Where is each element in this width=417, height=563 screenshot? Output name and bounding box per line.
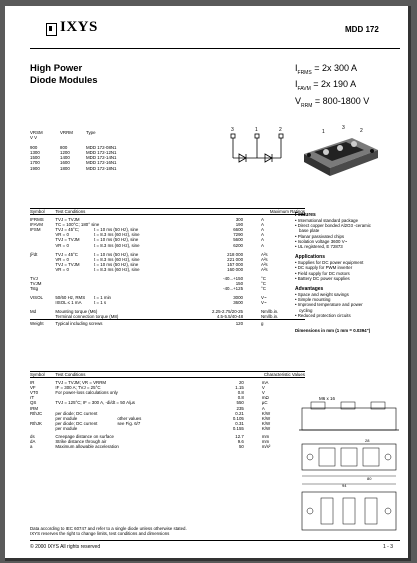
ixys-logo-icon [46,23,57,36]
list-item: • International standard package [295,218,359,223]
svg-text:28: 28 [365,438,370,443]
table-row: VT0 For power-loss calculations only 0.8 V [30,390,265,396]
table-row: 1300 1200 MDD 172-12N1 [30,150,117,156]
key-specs [295,63,369,112]
dimension-drawing-diagram [297,392,403,537]
table-row: rT 0.8 mΩ [30,395,269,401]
table-row: Tstg -40...+125 °C [30,286,266,292]
table-row: dA Strike distance through air 9.6 mm [30,439,270,445]
datasheet-page [5,6,411,561]
table-row: ∫i²dt TVJ = 45°C t = 10 ms (50 Hz), sine 218 000 A²s [30,251,268,257]
table-row: Symbol Test Conditions Characteristic Values [30,372,305,377]
list-item: • Reduced protection circuits [295,312,351,318]
page-title: High Power Diode Modules [30,63,98,86]
list-item: • Isolation voltage 3600 V~ [295,238,348,244]
section-heading: Dimensions in mm (1 mm = 0.0394") [295,328,371,334]
table-row: TVJ = TVJM t = 10 ms (50 Hz), sine 5600 A [55,237,264,243]
brand-logo-text: IXYS [60,19,98,35]
table-row: RthJC per diode; DC current 0.21 K/W [30,410,271,416]
list-item: • Planar passivated chips [295,233,345,239]
max-ratings-table [30,209,305,326]
circuit-symbol-diagram [223,124,293,174]
header-divider [30,48,400,49]
list-item: base plate [299,228,320,234]
section-heading: Features [295,212,316,218]
table-row: IFRMS TVJ = TVJM 300 A [30,217,264,223]
table-row: IR TVJ = TVJM; VR = VRRM 20 mA [30,380,269,386]
svg-text:80: 80 [367,476,372,481]
list-item: • DC supply for PWM inverter [295,265,353,271]
pin-label: 1 [255,127,258,133]
svg-text:2: 2 [360,128,363,134]
list-item: • Direct copper bonded Al2O3 -ceramic [295,223,371,229]
module-photo-image [300,124,380,179]
table-row: 1900 1800 MDD 172-18N1 [30,165,117,171]
table-row: QS TVJ = 125°C; IF = 300 A, -di/dt = 50 A/µs 550 µC [30,400,268,406]
page-number: 1 - 3 [383,544,394,550]
table-row: Md Mounting torque (M6) 2.25-2.75/20-25 Nm/lb.in. [30,308,279,314]
table-row: VR = 0 t = 8.3 ms (60 Hz), sine 221 000 A²s [55,256,268,262]
spec-vrrm: $V_{RRM} = 800-1800$ V [295,95,370,109]
table-row: VR = 0 t = 8.3 ms (60 Hz), sine 7290 A [55,232,264,238]
pin-label: 2 [279,127,282,133]
table-row: TVJ = TVJM t = 10 ms (50 Hz), sine 157 000 A²s [55,261,268,267]
table-row: TVJ -40...+150 °C [30,276,266,282]
features-section [295,212,403,333]
svg-text:1: 1 [322,129,325,135]
spec-ifavm: $I_{FAVM} = 2x$ 190 A [295,79,357,93]
table-row: RthJK per diode; DC current see Fig. 6/7 0.31 K/W [30,420,271,426]
table-row: 900 800 MDD 172-08N1 [30,145,117,151]
list-item: • Field supply for DC motors [295,270,350,276]
table-row: V V [30,135,38,141]
list-item: cycling [299,307,313,313]
part-number: MDD 172 [345,25,379,34]
table-row: VRSM VRRM Type [30,130,96,135]
table-row: per module 0.155 K/W [55,425,271,431]
table-row: 1500 1400 MDD 172-14N1 [30,155,117,161]
table-row: TVJM 150 °C [30,281,266,287]
table-row: VISOL 50/60 Hz, RMS t = 1 min 3000 V~ [30,295,267,301]
table-row: VF IF = 300 A; TVJ = 25°C 1.15 V [30,385,265,391]
table-row: Weight Typical including screws 120 g [30,320,264,326]
table-row: IRM 235 A [30,405,265,411]
characteristics-table [30,372,305,449]
table-row: 1700 1600 MDD 172-16N1 [30,160,117,166]
copyright: © 2000 IXYS All rights reserved [30,544,101,550]
section-heading: Advantages [295,286,324,293]
pin-label: 3 [231,127,234,133]
footnote: Data according to IEC 60747 and refer to a single diode unless otherwise stated. IXYS reserves the right to change limits, test conditions and dimensions [30,526,187,536]
table-row: Symbol Test Conditions Maximum Ratings [30,209,305,214]
svg-text:M6 x 16: M6 x 16 [319,396,336,401]
list-item: • Space and weight savings [295,292,349,298]
table-row: Terminal connection torque (M8) 4.5-5.5/40-48 Nm/lb.in. [55,313,279,319]
table-row: IISOL ≤ 1 mA t = 1 s 3600 V~ [55,300,267,306]
table-row: IFAVM TC = 100°C; 180° sine 190 A [30,222,264,228]
list-item: • Improved temperature and power [295,302,363,308]
section-heading: Applications [295,254,326,261]
type-table [30,130,146,171]
table-row: a Maximum allowable acceleration 50 m/s² [30,444,271,450]
list-item: • Simple mounting [295,297,331,303]
table-row: VR = 0 t = 8.3 ms (60 Hz), sine 160 000 A²s [55,266,268,272]
table-row: VR = 0 t = 8.3 ms (60 Hz), sine 6200 A [55,242,264,248]
table-row: IFSM TVJ = 45°C; t = 10 ms (50 Hz), sine 6600 A [30,227,264,233]
svg-text:94: 94 [342,483,347,488]
table-row: per module other values 0.105 K/W [55,415,271,421]
footer-divider [30,540,400,541]
list-item: • UL registered, E 72873 [295,244,343,250]
spec-irms: $I_{FRMS} = 2x$ 300 A [295,63,357,76]
table-row: ds Creepage distance on surface 12.7 mm [30,434,270,440]
list-item: • Battery DC power supplies [295,275,350,281]
list-item: • Supplies for DC power equipment [295,260,364,266]
svg-text:3: 3 [342,125,345,131]
